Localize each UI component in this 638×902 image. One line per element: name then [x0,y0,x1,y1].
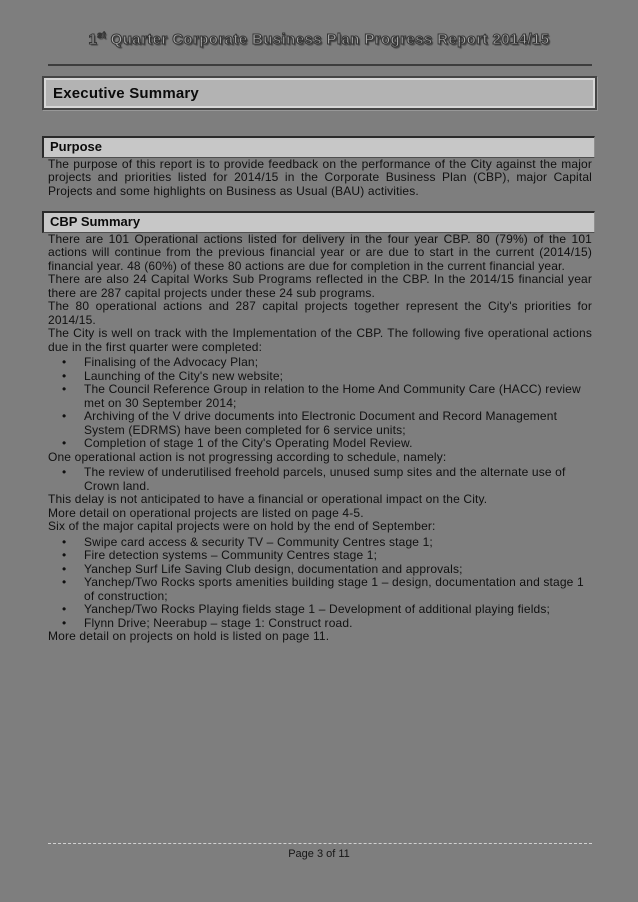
document-body [48,136,592,644]
list-item [48,563,592,577]
paragraph-on-hold-intro: Six of the major capital projects were on hold by the end of September: [48,519,436,533]
on-hold-list [48,536,592,631]
list-item [48,410,592,437]
paragraph-actions: There are 101 Operational actions listed for delivery in the four year CBP. 80 (79%) of the 101 actions will continue from the previous financial year or are due to start in the current (2014/15) financial year. 48 (60%) of these 80 actions are due for completion in the current financial year. [48,231,592,273]
list-item [48,617,592,631]
bullet-icon: • [62,465,67,479]
list-item-text: Yanchep/Two Rocks Playing fields stage 1 – Development of additional playing fields; [84,602,550,616]
list-item [48,437,592,451]
list-item-text: The review of underutilised freehold parcels, unused sump sites and the alternate use of Crown land. [84,465,566,493]
footer-divider [48,843,592,844]
list-item [48,536,592,550]
list-item [48,356,592,370]
header-divider [48,64,592,66]
paragraph-delay: This delay is not anticipated to have a financial or operational impact on the City. [48,492,488,506]
list-item-text: Yanchep/Two Rocks sports amenities building stage 1 – design, documentation and stage 1 of construction; [84,575,584,603]
list-item-text: Finalising of the Advocacy Plan; [84,355,259,369]
bullet-icon: • [62,575,67,589]
bullet-icon: • [62,602,67,616]
paragraph-more-detail-hold: More detail on projects on hold is listed on page 11. [48,629,330,643]
list-item [48,383,592,410]
executive-summary-heading: Executive Summary [53,84,199,102]
page-number: Page 3 of 11 [288,848,350,860]
bullet-icon: • [62,409,67,423]
paragraph-priorities: The 80 operational actions and 287 capital projects together represent the City's priorities for 2014/15. [48,299,592,327]
list-item-text: Swipe card access & security TV – Community Centres stage 1; [84,534,433,549]
purpose-heading: Purpose [42,136,595,158]
bullet-icon: • [62,548,67,562]
paragraph-capital-works: There are also 24 Capital Works Sub Programs reflected in the CBP. In the 2014/15 financial year there are 287 capital projects under these 24 sub programs. [48,272,592,300]
report-title-ordinal: st [97,30,107,40]
cbp-summary-heading: CBP Summary [42,211,595,233]
list-item-text: Flynn Drive; Neerabup – stage 1: Construct road. [84,615,353,630]
bullet-icon: • [62,534,67,549]
executive-summary-box [42,76,597,110]
report-title-text: Quarter Corporate Business Plan Progress Report 2014/15 [106,31,550,48]
bullet-icon: • [62,436,67,450]
bullet-icon: • [62,615,67,630]
paragraph-on-track: The City is well on track with the Implementation of the CBP. The following five operational actions due in the first quarter were completed: [48,326,592,354]
bullet-icon: • [62,382,67,396]
list-item [48,370,592,384]
purpose-paragraph: The purpose of this report is to provide feedback on the performance of the City against the major projects and priorities listed for 2014/15 in the Corporate Business Plan (CBP), major Capital Projects and some highlights on Business as Usual (BAU) activities. [48,156,592,198]
list-item-text: Completion of stage 1 of the City's Operating Model Review. [84,436,413,450]
completed-actions-list [48,356,592,451]
paragraph-not-progressing: One operational action is not progressing according to schedule, namely: [48,449,447,464]
list-item-text: Yanchep Surf Life Saving Club design, documentation and approvals; [84,561,463,576]
list-item-text: Fire detection systems – Community Centres stage 1; [84,548,378,562]
list-item [48,603,592,617]
list-item-text: Archiving of the V drive documents into Electronic Document and Record Management System (EDRMS) have been completed for 6 service units; [84,409,558,437]
bullet-icon: • [62,355,67,369]
report-title [0,30,638,48]
list-item-text: The Council Reference Group in relation to the Home And Community Care (HACC) review met on 30 September 2014; [84,382,581,410]
list-item [48,466,592,493]
bullet-icon: • [62,368,67,383]
not-progressing-list [48,466,592,493]
list-item-text: Launching of the City's new website; [84,368,284,383]
bullet-icon: • [62,561,67,576]
paragraph-more-detail-operational: More detail on operational projects are listed on page 4-5. [48,505,364,520]
list-item [48,576,592,603]
list-item [48,549,592,563]
report-title-number: 1 [88,31,98,48]
